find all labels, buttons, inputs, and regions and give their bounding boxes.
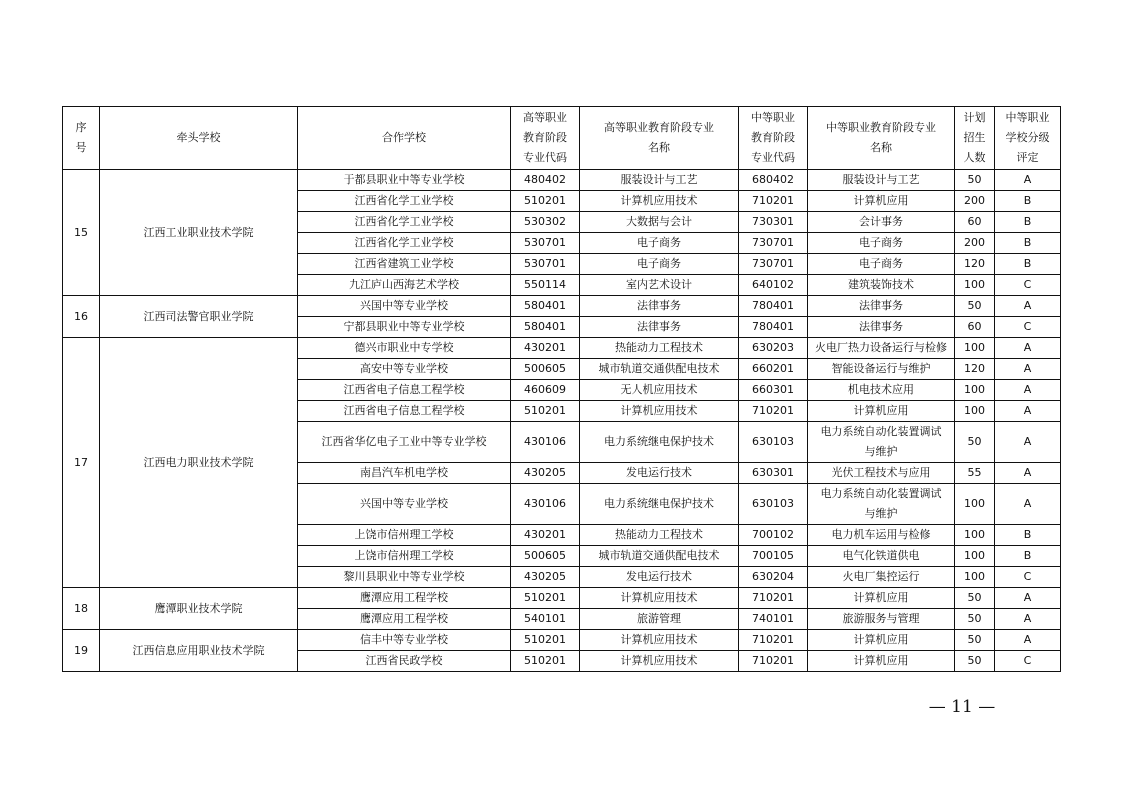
- partner-school-cell: 上饶市信州理工学校: [298, 546, 511, 567]
- grade-cell: A: [995, 170, 1061, 191]
- quota-cell: 50: [955, 588, 995, 609]
- secondary-name-cell: 火电厂集控运行: [808, 567, 955, 588]
- secondary-name-cell: 会计事务: [808, 212, 955, 233]
- higher-name-cell: 计算机应用技术: [580, 401, 739, 422]
- secondary-code-cell: 740101: [739, 609, 808, 630]
- higher-name-cell: 法律事务: [580, 317, 739, 338]
- higher-code-cell: 500605: [511, 359, 580, 380]
- higher-code-cell: 550114: [511, 275, 580, 296]
- table-body: [63, 170, 1061, 672]
- higher-code-cell: 430205: [511, 567, 580, 588]
- secondary-code-cell: 780401: [739, 317, 808, 338]
- group-seq-cell: 15: [63, 170, 100, 296]
- header-higher-name: 高等职业教育阶段专业名称: [580, 107, 739, 170]
- higher-name-cell: 电子商务: [580, 254, 739, 275]
- higher-code-cell: 510201: [511, 651, 580, 672]
- higher-name-cell: 无人机应用技术: [580, 380, 739, 401]
- secondary-name-cell: 光伏工程技术与应用: [808, 463, 955, 484]
- partner-school-cell: 江西省化学工业学校: [298, 191, 511, 212]
- partner-school-cell: 于都县职业中等专业学校: [298, 170, 511, 191]
- group-seq-cell: 19: [63, 630, 100, 672]
- higher-code-cell: 580401: [511, 296, 580, 317]
- secondary-name-cell: 电子商务: [808, 233, 955, 254]
- grade-cell: B: [995, 546, 1061, 567]
- grade-cell: B: [995, 191, 1061, 212]
- grade-cell: C: [995, 275, 1061, 296]
- higher-name-cell: 发电运行技术: [580, 463, 739, 484]
- grade-cell: A: [995, 463, 1061, 484]
- higher-name-cell: 城市轨道交通供配电技术: [580, 359, 739, 380]
- quota-cell: 200: [955, 191, 995, 212]
- grade-cell: B: [995, 233, 1061, 254]
- grade-cell: A: [995, 296, 1061, 317]
- quota-cell: 50: [955, 296, 995, 317]
- quota-cell: 120: [955, 254, 995, 275]
- quota-cell: 100: [955, 525, 995, 546]
- higher-name-cell: 电子商务: [580, 233, 739, 254]
- higher-name-cell: 服装设计与工艺: [580, 170, 739, 191]
- lead-school-cell: 江西电力职业技术学院: [100, 338, 298, 588]
- secondary-name-cell: 电子商务: [808, 254, 955, 275]
- higher-code-cell: 430201: [511, 338, 580, 359]
- higher-code-cell: 510201: [511, 401, 580, 422]
- secondary-name-cell: 智能设备运行与维护: [808, 359, 955, 380]
- table-row: [63, 630, 1061, 651]
- quota-cell: 100: [955, 484, 995, 525]
- grade-cell: A: [995, 484, 1061, 525]
- enrollment-table: [62, 106, 1061, 672]
- table-row: [63, 296, 1061, 317]
- partner-school-cell: 高安中等专业学校: [298, 359, 511, 380]
- secondary-code-cell: 660201: [739, 359, 808, 380]
- higher-name-cell: 城市轨道交通供配电技术: [580, 546, 739, 567]
- higher-name-cell: 计算机应用技术: [580, 191, 739, 212]
- partner-school-cell: 鹰潭应用工程学校: [298, 609, 511, 630]
- secondary-name-cell: 法律事务: [808, 317, 955, 338]
- higher-code-cell: 430201: [511, 525, 580, 546]
- quota-cell: 60: [955, 317, 995, 338]
- higher-code-cell: 510201: [511, 630, 580, 651]
- higher-code-cell: 530701: [511, 233, 580, 254]
- header-higher-code: 高等职业教育阶段专业代码: [511, 107, 580, 170]
- header-quota: 计划招生人数: [955, 107, 995, 170]
- higher-name-cell: 热能动力工程技术: [580, 338, 739, 359]
- grade-cell: B: [995, 254, 1061, 275]
- grade-cell: A: [995, 338, 1061, 359]
- secondary-name-cell: 机电技术应用: [808, 380, 955, 401]
- lead-school-cell: 鹰潭职业技术学院: [100, 588, 298, 630]
- higher-code-cell: 530302: [511, 212, 580, 233]
- quota-cell: 200: [955, 233, 995, 254]
- header-partner-school: 合作学校: [298, 107, 511, 170]
- lead-school-cell: 江西工业职业技术学院: [100, 170, 298, 296]
- secondary-name-cell: 电力系统自动化装置调试与维护: [808, 422, 955, 463]
- partner-school-cell: 兴国中等专业学校: [298, 296, 511, 317]
- secondary-code-cell: 710201: [739, 651, 808, 672]
- secondary-code-cell: 730701: [739, 233, 808, 254]
- partner-school-cell: 九江庐山西海艺术学校: [298, 275, 511, 296]
- partner-school-cell: 南昌汽车机电学校: [298, 463, 511, 484]
- quota-cell: 120: [955, 359, 995, 380]
- grade-cell: A: [995, 630, 1061, 651]
- secondary-code-cell: 730301: [739, 212, 808, 233]
- higher-name-cell: 大数据与会计: [580, 212, 739, 233]
- secondary-code-cell: 710201: [739, 401, 808, 422]
- secondary-code-cell: 630103: [739, 484, 808, 525]
- secondary-name-cell: 计算机应用: [808, 588, 955, 609]
- higher-name-cell: 计算机应用技术: [580, 588, 739, 609]
- header-seq: 序号: [63, 107, 100, 170]
- secondary-name-cell: 服装设计与工艺: [808, 170, 955, 191]
- group-seq-cell: 18: [63, 588, 100, 630]
- higher-code-cell: 540101: [511, 609, 580, 630]
- higher-code-cell: 430106: [511, 484, 580, 525]
- quota-cell: 50: [955, 651, 995, 672]
- partner-school-cell: 德兴市职业中专学校: [298, 338, 511, 359]
- header-lead-school: 牵头学校: [100, 107, 298, 170]
- quota-cell: 50: [955, 422, 995, 463]
- higher-code-cell: 580401: [511, 317, 580, 338]
- partner-school-cell: 宁都县职业中等专业学校: [298, 317, 511, 338]
- grade-cell: A: [995, 422, 1061, 463]
- secondary-code-cell: 700102: [739, 525, 808, 546]
- higher-name-cell: 计算机应用技术: [580, 630, 739, 651]
- quota-cell: 50: [955, 630, 995, 651]
- secondary-name-cell: 计算机应用: [808, 401, 955, 422]
- lead-school-cell: 江西信息应用职业技术学院: [100, 630, 298, 672]
- partner-school-cell: 江西省民政学校: [298, 651, 511, 672]
- partner-school-cell: 上饶市信州理工学校: [298, 525, 511, 546]
- secondary-code-cell: 630204: [739, 567, 808, 588]
- page-number: — 11 —: [928, 697, 996, 717]
- secondary-name-cell: 电气化铁道供电: [808, 546, 955, 567]
- higher-code-cell: 460609: [511, 380, 580, 401]
- secondary-name-cell: 火电厂热力设备运行与检修: [808, 338, 955, 359]
- secondary-code-cell: 710201: [739, 588, 808, 609]
- partner-school-cell: 江西省电子信息工程学校: [298, 401, 511, 422]
- higher-code-cell: 510201: [511, 191, 580, 212]
- grade-cell: A: [995, 401, 1061, 422]
- secondary-code-cell: 660301: [739, 380, 808, 401]
- secondary-name-cell: 旅游服务与管理: [808, 609, 955, 630]
- grade-cell: C: [995, 567, 1061, 588]
- secondary-name-cell: 法律事务: [808, 296, 955, 317]
- higher-name-cell: 电力系统继电保护技术: [580, 484, 739, 525]
- secondary-name-cell: 计算机应用: [808, 630, 955, 651]
- higher-name-cell: 法律事务: [580, 296, 739, 317]
- table-row: [63, 338, 1061, 359]
- higher-name-cell: 发电运行技术: [580, 567, 739, 588]
- grade-cell: A: [995, 380, 1061, 401]
- higher-code-cell: 530701: [511, 254, 580, 275]
- partner-school-cell: 兴国中等专业学校: [298, 484, 511, 525]
- secondary-code-cell: 700105: [739, 546, 808, 567]
- group-seq-cell: 17: [63, 338, 100, 588]
- quota-cell: 55: [955, 463, 995, 484]
- secondary-code-cell: 680402: [739, 170, 808, 191]
- grade-cell: B: [995, 525, 1061, 546]
- higher-name-cell: 电力系统继电保护技术: [580, 422, 739, 463]
- partner-school-cell: 鹰潭应用工程学校: [298, 588, 511, 609]
- higher-code-cell: 500605: [511, 546, 580, 567]
- secondary-name-cell: 电力机车运用与检修: [808, 525, 955, 546]
- quota-cell: 100: [955, 275, 995, 296]
- secondary-code-cell: 630103: [739, 422, 808, 463]
- secondary-name-cell: 建筑装饰技术: [808, 275, 955, 296]
- partner-school-cell: 江西省华亿电子工业中等专业学校: [298, 422, 511, 463]
- quota-cell: 100: [955, 401, 995, 422]
- header-row: [63, 107, 1061, 170]
- header-grade: 中等职业学校分级评定: [995, 107, 1061, 170]
- secondary-code-cell: 730701: [739, 254, 808, 275]
- higher-code-cell: 430205: [511, 463, 580, 484]
- lead-school-cell: 江西司法警官职业学院: [100, 296, 298, 338]
- grade-cell: C: [995, 317, 1061, 338]
- table-row: [63, 170, 1061, 191]
- secondary-code-cell: 640102: [739, 275, 808, 296]
- table-row: [63, 588, 1061, 609]
- quota-cell: 100: [955, 567, 995, 588]
- grade-cell: A: [995, 359, 1061, 380]
- grade-cell: C: [995, 651, 1061, 672]
- grade-cell: A: [995, 609, 1061, 630]
- higher-code-cell: 430106: [511, 422, 580, 463]
- quota-cell: 50: [955, 609, 995, 630]
- higher-code-cell: 510201: [511, 588, 580, 609]
- higher-code-cell: 480402: [511, 170, 580, 191]
- quota-cell: 60: [955, 212, 995, 233]
- header-secondary-code: 中等职业教育阶段专业代码: [739, 107, 808, 170]
- partner-school-cell: 江西省建筑工业学校: [298, 254, 511, 275]
- secondary-code-cell: 630203: [739, 338, 808, 359]
- higher-name-cell: 旅游管理: [580, 609, 739, 630]
- group-seq-cell: 16: [63, 296, 100, 338]
- higher-name-cell: 室内艺术设计: [580, 275, 739, 296]
- partner-school-cell: 江西省电子信息工程学校: [298, 380, 511, 401]
- secondary-code-cell: 630301: [739, 463, 808, 484]
- secondary-code-cell: 710201: [739, 630, 808, 651]
- grade-cell: B: [995, 212, 1061, 233]
- higher-name-cell: 计算机应用技术: [580, 651, 739, 672]
- secondary-name-cell: 计算机应用: [808, 651, 955, 672]
- higher-name-cell: 热能动力工程技术: [580, 525, 739, 546]
- partner-school-cell: 黎川县职业中等专业学校: [298, 567, 511, 588]
- partner-school-cell: 江西省化学工业学校: [298, 233, 511, 254]
- secondary-name-cell: 计算机应用: [808, 191, 955, 212]
- quota-cell: 50: [955, 170, 995, 191]
- secondary-name-cell: 电力系统自动化装置调试与维护: [808, 484, 955, 525]
- header-secondary-name: 中等职业教育阶段专业名称: [808, 107, 955, 170]
- quota-cell: 100: [955, 546, 995, 567]
- partner-school-cell: 江西省化学工业学校: [298, 212, 511, 233]
- secondary-code-cell: 780401: [739, 296, 808, 317]
- grade-cell: A: [995, 588, 1061, 609]
- quota-cell: 100: [955, 338, 995, 359]
- secondary-code-cell: 710201: [739, 191, 808, 212]
- quota-cell: 100: [955, 380, 995, 401]
- partner-school-cell: 信丰中等专业学校: [298, 630, 511, 651]
